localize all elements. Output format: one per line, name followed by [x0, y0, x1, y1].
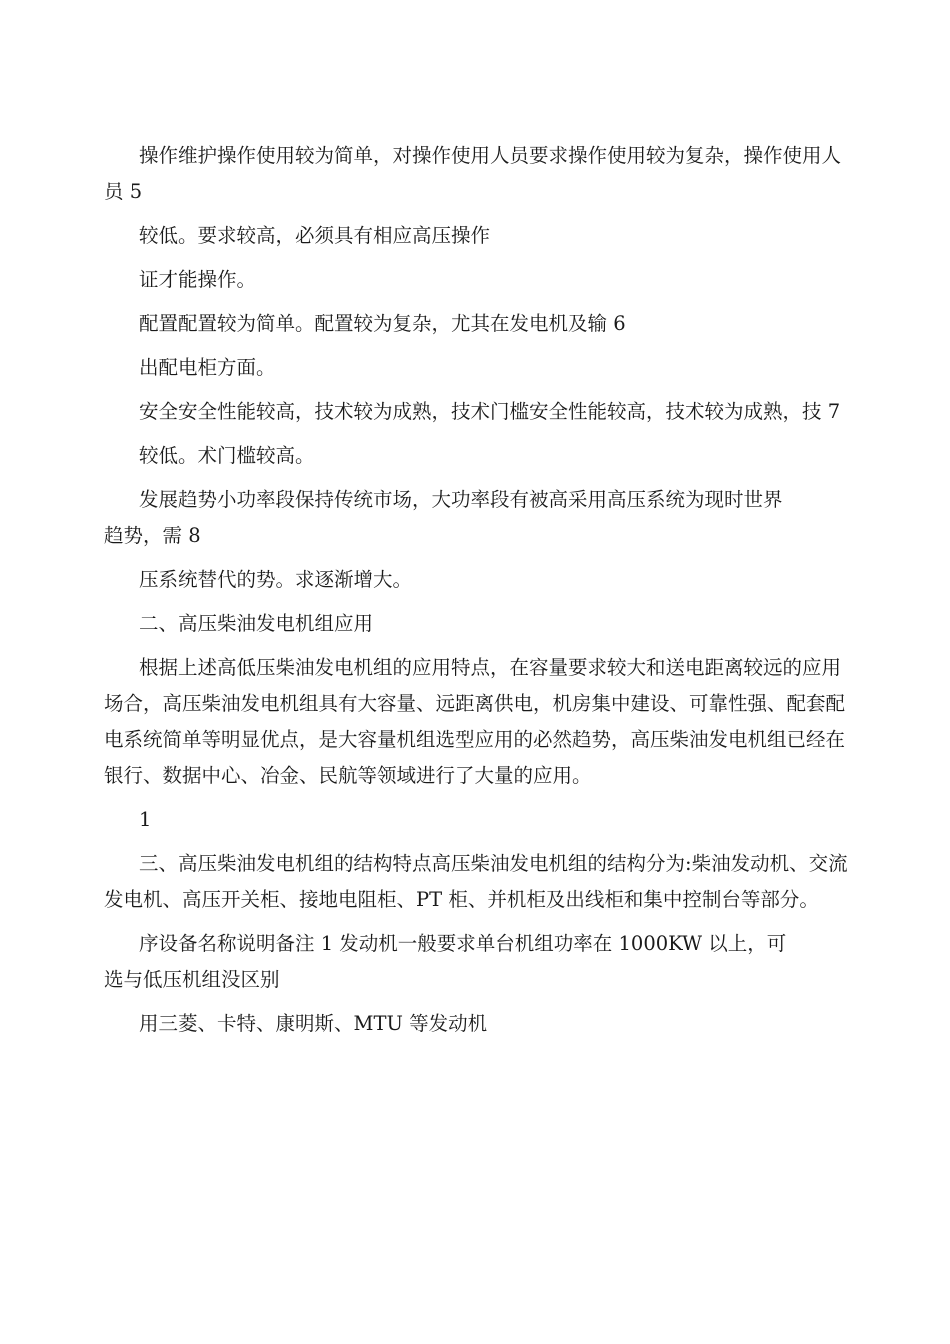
paragraph-safety-threshold: 较低。术门槛较高。 [139, 444, 315, 467]
paragraph-engine-brands: 用三菱、卡特、康明斯、MTU 等发动机 [139, 1012, 488, 1035]
section-heading-structure: 三、高压柴油发电机组的结构特点高压柴油发电机组的结构分为:柴油发动机、交流发电机、高压开关柜、接地电阻柜、PT 柜、并机柜及出线柜和集中控制台等部分。 [104, 852, 848, 911]
paragraph-development-trend: 发展趋势小功率段保持传统市场，大功率段有被高采用高压系统为现时世界 [139, 488, 783, 511]
paragraph-operation-maintenance: 操作维护操作使用较为简单，对操作使用人员要求操作使用较为复杂，操作使用人员 5 [104, 144, 842, 203]
paragraph-equipment-table-header: 序设备名称说明备注 1 发动机一般要求单台机组功率在 1000KW 以上，可 [139, 932, 787, 955]
paragraph-application: 根据上述高低压柴油发电机组的应用特点，在容量要求较大和送电距离较远的应用场合，高压柴油发电机组具有大容量、远距离供电，机房集中建设、可靠性强、配套配电系统简单等明显优点，是大容量机组选型应用的必然趋势，高压柴油发电机组已经在银行、数据中心、冶金、民航等领域进行了大量的应用。 [104, 656, 846, 787]
paragraph-development-trend-cont: 趋势，需 8 [104, 524, 201, 547]
section-heading-application: 二、高压柴油发电机组应用 [139, 612, 374, 635]
document-body [104, 138, 854, 1042]
page-number: 1 [139, 808, 152, 831]
paragraph-configuration: 配置配置较为简单。配置较为复杂，尤其在发电机及输 6 [139, 312, 626, 335]
paragraph-operation-certificate: 证才能操作。 [139, 268, 257, 291]
paragraph-safety: 安全安全性能较高，技术较为成熟，技术门槛安全性能较高，技术较为成熟，技 7 [139, 400, 841, 423]
paragraph-development-replacement: 压系统替代的势。求逐渐增大。 [139, 568, 413, 591]
paragraph-equipment-table-cont: 选与低压机组没区别 [104, 968, 280, 991]
paragraph-configuration-cabinet: 出配电柜方面。 [139, 356, 276, 379]
paragraph-operation-requirement: 较低。要求较高，必须具有相应高压操作 [139, 224, 491, 247]
